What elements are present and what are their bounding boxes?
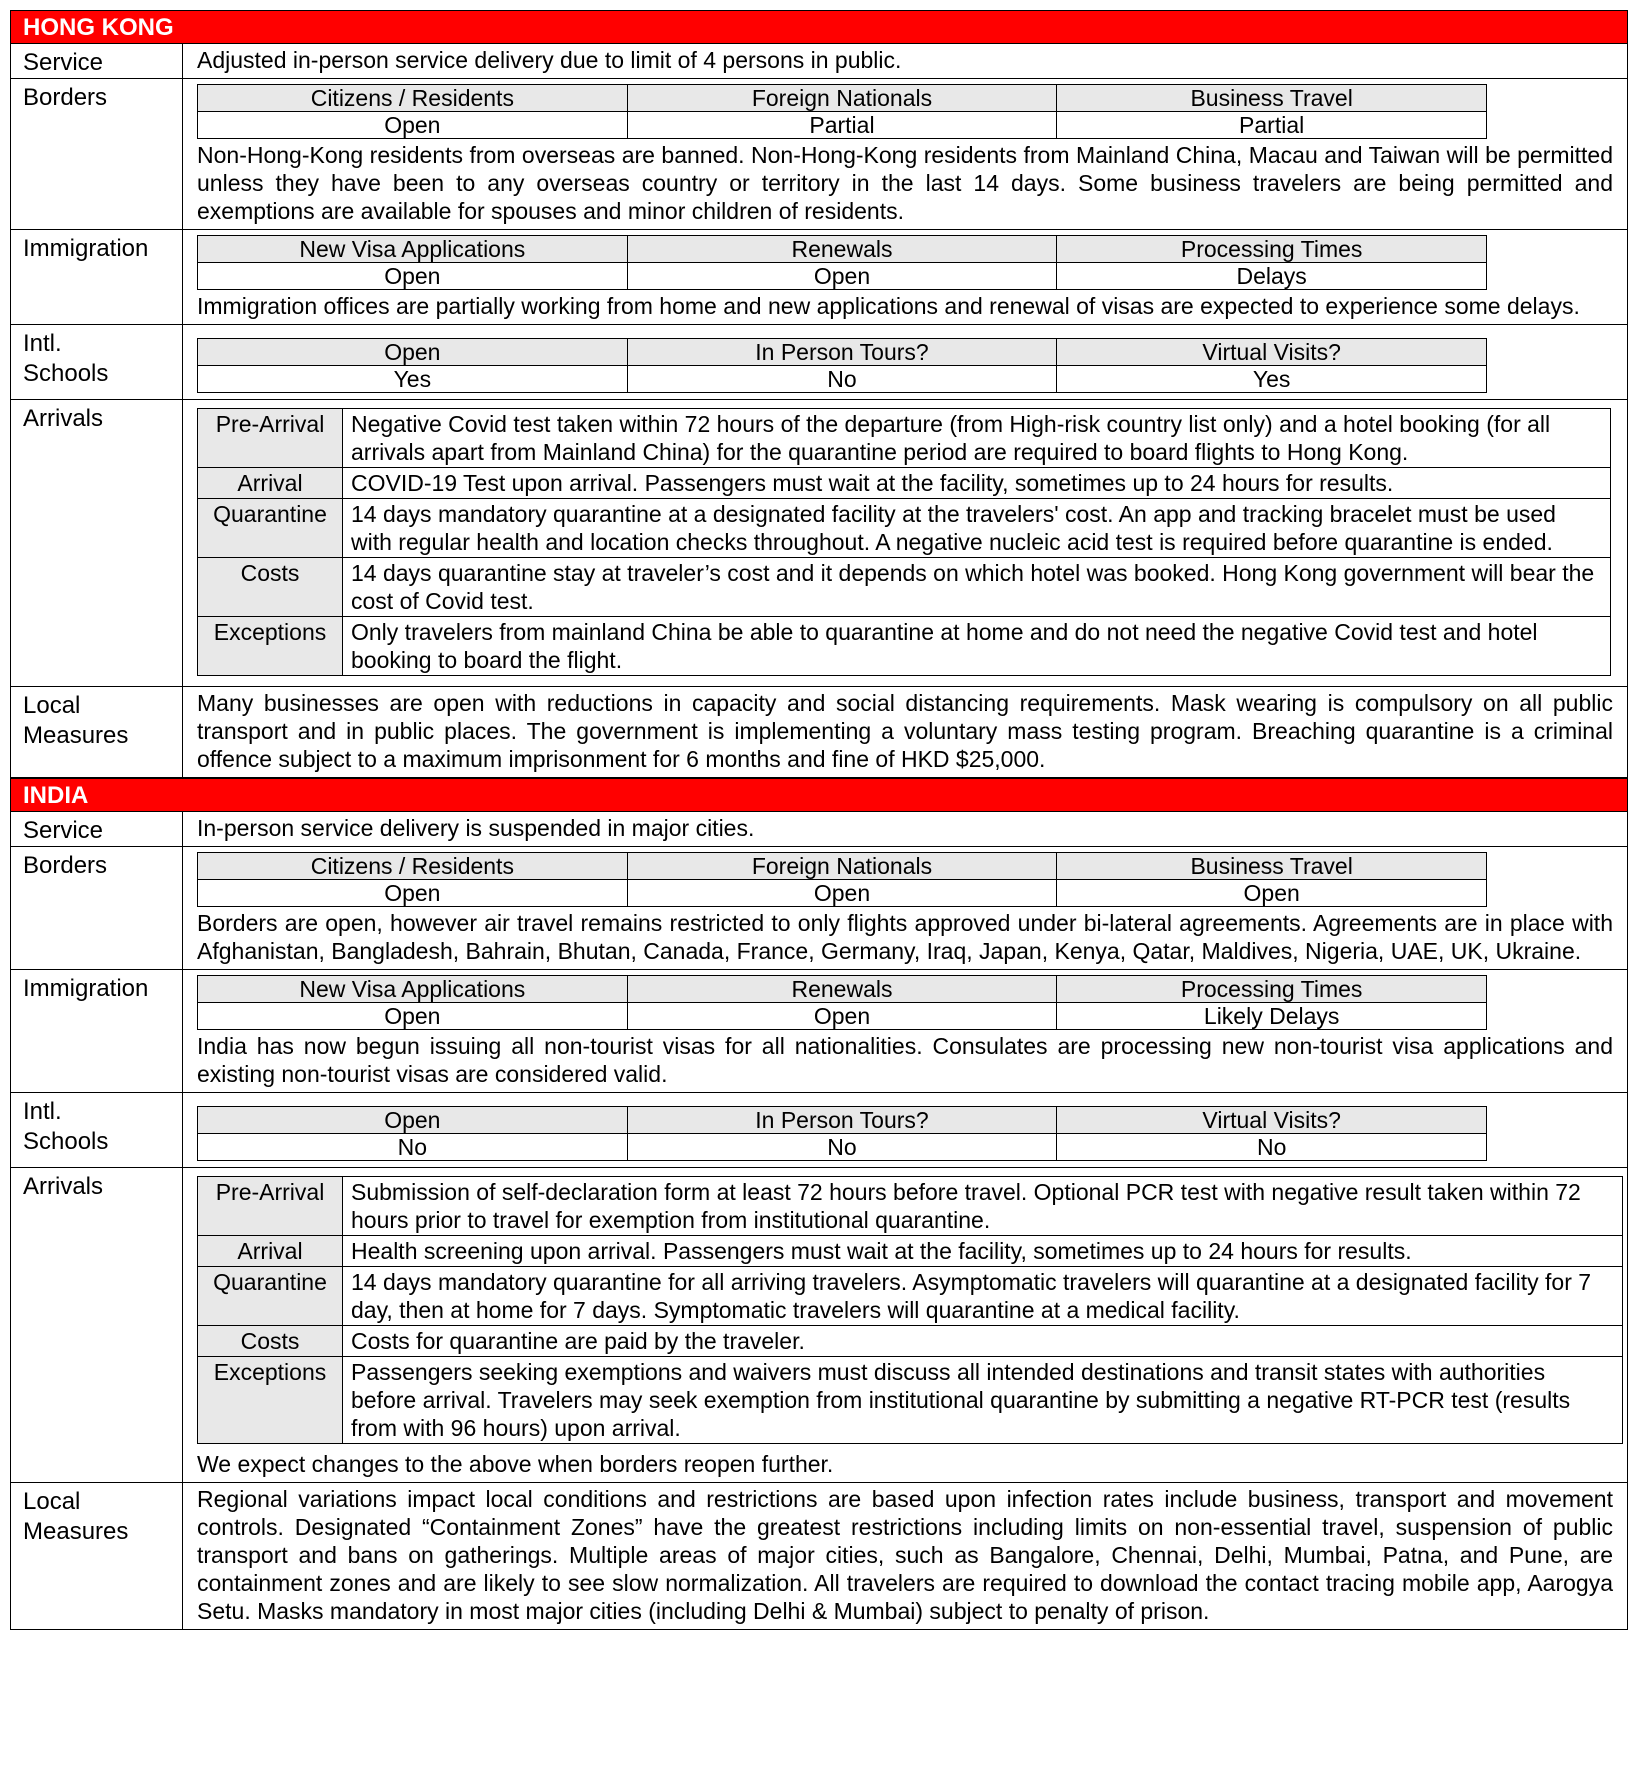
table-cell: Open [1057,880,1487,907]
schools-status-table [197,1106,1487,1161]
row-label-line: Measures [23,722,129,749]
borders-text: Non-Hong-Kong residents from overseas are banned. Non-Hong-Kong residents from Mainland China, Macau and Taiwan will be permitted unless they have been to any overseas country or territory in the last 14 days. Some business travelers are being permitted and exemptions are available for spouses and minor children of residents. [197,142,1613,224]
immigration-text: India has now begun issuing all non-tourist visas for all nationalities. Consulates are processing new non-tourist visa applications and existing non-tourist visas are considered valid. [197,1033,1613,1087]
arrivals-value: Negative Covid test taken within 72 hours of the departure (from High-risk country list only) and a hotel booking (for all arrivals apart from Mainland China) for the quarantine period are required to board flights to Hong Kong. [343,409,1611,468]
table-header: New Visa Applications [198,236,628,263]
table-header: Processing Times [1057,976,1487,1003]
table-header: Foreign Nationals [627,85,1057,112]
table-header: Citizens / Residents [198,853,628,880]
row-label-line: Intl. [23,330,62,357]
arrivals-key: Arrival [198,468,343,499]
hk-arrivals-row [10,400,1628,687]
table-cell: No [627,1134,1057,1161]
in-service-row [10,812,1628,847]
borders-status-table [197,852,1487,907]
arrivals-key: Exceptions [198,617,343,676]
table-cell: Open [627,880,1057,907]
arrivals-key: Pre-Arrival [198,1177,343,1236]
table-header: New Visa Applications [198,976,628,1003]
service-text: Adjusted in-person service delivery due to limit of 4 persons in public. [197,47,902,73]
row-label-line: Intl. [23,1098,62,1125]
immigration-status-table [197,975,1487,1030]
document [10,10,1628,1630]
arrivals-table [197,408,1611,676]
table-header: Business Travel [1057,85,1487,112]
immigration-status-table [197,235,1487,290]
section-title-india: INDIA [10,778,1628,812]
table-header: Renewals [627,236,1057,263]
arrivals-value: COVID-19 Test upon arrival. Passengers must wait at the facility, sometimes up to 24 hours for results. [343,468,1611,499]
table-cell: Open [627,1003,1057,1030]
table-cell: Likely Delays [1057,1003,1487,1030]
table-cell: Delays [1057,263,1487,290]
in-local-measures-row [10,1483,1628,1630]
hk-schools-row [10,325,1628,400]
table-cell: No [198,1134,628,1161]
in-schools-row [10,1093,1628,1168]
table-cell: Open [627,263,1057,290]
row-label [11,1483,183,1629]
table-header: Citizens / Residents [198,85,628,112]
arrivals-value: 14 days mandatory quarantine for all arriving travelers. Asymptomatic travelers will quarantine at a designated facility for 7 day, then at home for 7 days. Symptomatic travelers will quarantine at a medical facility. [343,1267,1623,1326]
arrivals-value: Only travelers from mainland China be able to quarantine at home and do not need the negative Covid test and hotel booking to board the flight. [343,617,1611,676]
row-label: Borders [11,79,183,229]
hk-local-measures-row [10,687,1628,778]
table-cell: Open [198,1003,628,1030]
arrivals-key: Arrival [198,1236,343,1267]
row-label: Arrivals [11,1168,183,1482]
row-label: Immigration [11,230,183,324]
table-header: In Person Tours? [627,1107,1057,1134]
table-header: Renewals [627,976,1057,1003]
arrivals-key: Costs [198,558,343,617]
table-cell: No [627,366,1057,393]
arrivals-value: Health screening upon arrival. Passengers must wait at the facility, sometimes up to 24 hours for results. [343,1236,1623,1267]
arrivals-note: We expect changes to the above when borders reopen further. [197,1451,834,1477]
hk-service-row [10,44,1628,79]
arrivals-key: Exceptions [198,1357,343,1444]
row-label-line: Schools [23,360,109,387]
table-header: Processing Times [1057,236,1487,263]
table-cell: Open [198,263,628,290]
in-immigration-row [10,970,1628,1093]
table-cell: Yes [198,366,628,393]
table-cell: Partial [1057,112,1487,139]
table-header: Foreign Nationals [627,853,1057,880]
table-header: In Person Tours? [627,339,1057,366]
arrivals-value: 14 days quarantine stay at traveler’s cost and it depends on which hotel was booked. Hong Kong government will bear the cost of Covid test. [343,558,1611,617]
schools-status-table [197,338,1487,393]
table-header: Open [198,1107,628,1134]
row-label: Borders [11,847,183,969]
row-label [11,687,183,777]
arrivals-value: 14 days mandatory quarantine at a designated facility at the travelers' cost. An app and tracking bracelet must be used with regular health and location checks throughout. A negative nucleic acid test is required before quarantine is ended. [343,499,1611,558]
arrivals-table [197,1176,1623,1444]
section-title-hong-kong: HONG KONG [10,10,1628,44]
table-header: Open [198,339,628,366]
table-cell: Open [198,880,628,907]
row-label-line: Schools [23,1128,109,1155]
table-cell: Partial [627,112,1057,139]
in-borders-row [10,847,1628,970]
row-label [11,325,183,399]
row-label-line: Local [23,1488,81,1515]
hk-borders-row [10,79,1628,230]
local-measures-text: Many businesses are open with reductions in capacity and social distancing requirements. Mask wearing is compulsory on all public transport and in public places. The government is implementing a voluntary mass testing program. Breaching quarantine is a criminal offence subject to a maximum imprisonment for 6 months and fine of HKD $25,000. [197,690,1613,772]
arrivals-value: Submission of self-declaration form at least 72 hours before travel. Optional PCR test with negative result taken within 72 hours prior to travel for exemption from institutional quarantine. [343,1177,1623,1236]
row-label: Service [11,44,183,78]
row-label-line: Measures [23,1518,129,1545]
row-label: Service [11,812,183,846]
table-cell: Open [198,112,628,139]
borders-text: Borders are open, however air travel remains restricted to only flights approved under bi-lateral agreements. Agreements are in place with Afghanistan, Bangladesh, Bahrain, Bhutan, Canada, France, Germany, Iraq, Japan, Kenya, Qatar, Maldives, Nigeria, UAE, UK, Ukraine. [197,910,1613,964]
hk-immigration-row [10,230,1628,325]
arrivals-key: Costs [198,1326,343,1357]
arrivals-value: Passengers seeking exemptions and waivers must discuss all intended destinations and transit states with authorities before arrival. Travelers may seek exemption from institutional quarantine by submitting a negative RT-PCR test (results from with 96 hours) upon arrival. [343,1357,1623,1444]
table-cell: Yes [1057,366,1487,393]
arrivals-key: Quarantine [198,499,343,558]
table-header: Virtual Visits? [1057,1107,1487,1134]
arrivals-key: Pre-Arrival [198,409,343,468]
local-measures-text: Regional variations impact local conditions and restrictions are based upon infection rates include business, transport and movement controls. Designated “Containment Zones” have the greatest restrictions including limits on non-essential travel, suspension of public transport and bans on gatherings. Multiple areas of major cities, such as Bangalore, Chennai, Delhi, Mumbai, Patna, and Pune, are containment zones and are likely to see slow normalization. All travelers are required to download the contact tracing mobile app, Aarogya Setu. Masks mandatory in most major cities (including Delhi & Mumbai) subject to penalty of prison. [197,1486,1613,1624]
arrivals-value: Costs for quarantine are paid by the traveler. [343,1326,1623,1357]
row-label: Immigration [11,970,183,1092]
arrivals-key: Quarantine [198,1267,343,1326]
immigration-text: Immigration offices are partially working from home and new applications and renewal of visas are expected to experience some delays. [197,293,1580,319]
table-cell: No [1057,1134,1487,1161]
table-header: Business Travel [1057,853,1487,880]
in-arrivals-row [10,1168,1628,1483]
row-label-line: Local [23,692,81,719]
borders-status-table [197,84,1487,139]
row-label [11,1093,183,1167]
service-text: In-person service delivery is suspended in major cities. [197,815,755,841]
row-label: Arrivals [11,400,183,686]
table-header: Virtual Visits? [1057,339,1487,366]
